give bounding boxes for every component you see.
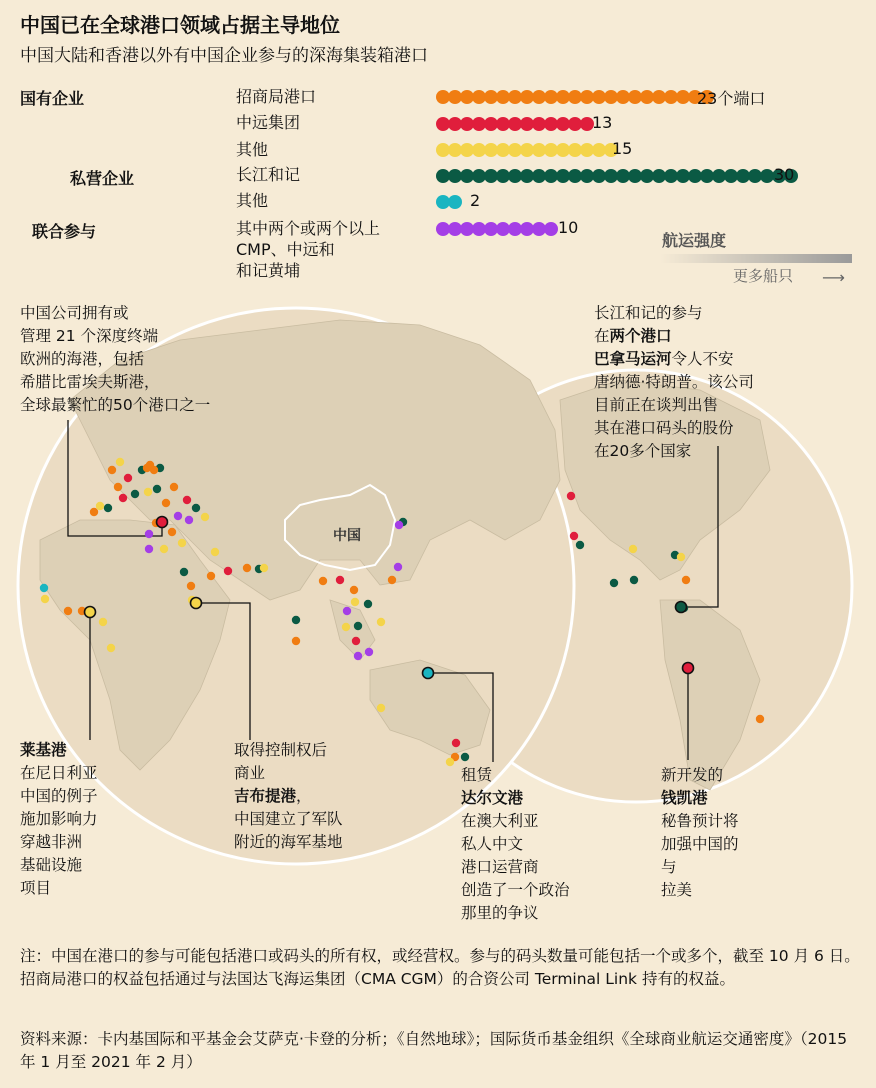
legend-company-private-other: 其他: [236, 191, 269, 210]
port-marker: [395, 521, 403, 529]
port-marker: [342, 623, 350, 631]
port-marker: [107, 644, 115, 652]
port-marker: [119, 494, 127, 502]
category-state-owned: 国有企业: [20, 89, 85, 108]
legend-count-cmport: 23个端口: [697, 89, 766, 108]
annotation-djibouti: 取得控制权后 商业 吉布提港， 中国建立了军队 附近的海军基地: [234, 741, 343, 851]
port-marker: [96, 502, 104, 510]
port-marker: [354, 652, 362, 660]
annotation-lekki: 莱基港 在尼日利亚 中国的例子 施加影响力 穿越非洲 基础设施 项目: [20, 741, 98, 897]
port-marker: [354, 622, 362, 630]
highlighted-port-marker: [157, 517, 168, 528]
port-marker: [292, 637, 300, 645]
port-marker: [336, 576, 344, 584]
port-marker: [576, 541, 584, 549]
highlighted-port-marker: [191, 598, 202, 609]
port-marker: [178, 539, 186, 547]
port-marker: [682, 576, 690, 584]
port-marker: [144, 488, 152, 496]
port-marker: [160, 545, 168, 553]
port-marker: [162, 499, 170, 507]
shipping-intensity-gradient: [660, 254, 852, 263]
port-marker: [64, 607, 72, 615]
annotation-piraeus: 中国公司拥有或 管理 21 个深度终端 欧洲的海港，包括 希腊比雷埃夫斯港， 全球最繁忙的50个港口之一: [20, 304, 211, 414]
port-marker: [677, 553, 685, 561]
highlighted-port-marker: [676, 602, 687, 613]
port-marker: [452, 739, 460, 747]
port-marker: [124, 474, 132, 482]
port-marker: [145, 545, 153, 553]
port-marker: [292, 616, 300, 624]
port-marker: [610, 579, 618, 587]
legend-count-state-other: 15: [612, 139, 633, 158]
port-marker: [388, 576, 396, 584]
legend-dots-joint: [436, 222, 556, 236]
port-marker: [260, 564, 268, 572]
port-marker: [183, 496, 191, 504]
legend-dots-cosco: [436, 117, 592, 131]
port-marker: [461, 753, 469, 761]
legend-count-joint: 10: [558, 218, 579, 237]
port-marker: [377, 704, 385, 712]
port-marker: [446, 758, 454, 766]
port-marker: [394, 563, 402, 571]
legend-dots-private-other: [436, 195, 460, 209]
legend-dot: [544, 222, 558, 236]
annotation-chancay: 新开发的 钱凯港 秘鲁预计将 加强中国的 与 拉美: [661, 766, 739, 899]
source-note: 资料来源：卡内基国际和平基金会艾萨克·卡登的分析；《自然地球》；国际货币基金组织《全球商业航运交通密度》（2015 年 1 月至 2021 年 2 月）: [20, 1030, 848, 1071]
port-marker: [114, 483, 122, 491]
port-marker: [351, 598, 359, 606]
category-joint: 联合参与: [32, 222, 97, 241]
port-marker: [153, 485, 161, 493]
legend-dots-cmport: [436, 90, 712, 104]
annotation-panama: 长江和记的参与 在两个港口 巴拿马运河令人不安 唐纳德·特朗普。该公司 目前正在谈判出售 其在港口码头的股份 在20多个国家: [594, 304, 754, 460]
port-marker: [40, 584, 48, 592]
highlighted-port-marker: [683, 663, 694, 674]
port-marker: [567, 492, 575, 500]
legend-company-ck-hutchison: 长江和记: [236, 165, 301, 184]
legend-count-cosco: 13: [592, 113, 613, 132]
port-marker: [630, 576, 638, 584]
port-marker: [185, 516, 193, 524]
port-marker: [192, 504, 200, 512]
legend-dot: [448, 195, 462, 209]
china-label: 中国: [333, 528, 361, 544]
port-marker: [319, 577, 327, 585]
annotation-darwin: 租赁 达尔文港 在澳大利亚 私人中文 港口运营商 创造了一个政治 那里的争议: [461, 766, 570, 922]
port-marker: [756, 715, 764, 723]
port-marker: [174, 512, 182, 520]
legend-dots-state-other: [436, 143, 616, 157]
category-private: 私营企业: [70, 169, 135, 188]
port-marker: [350, 586, 358, 594]
legend-company-cmport: 招商局港口: [236, 87, 317, 106]
port-marker: [201, 513, 209, 521]
port-marker: [108, 466, 116, 474]
port-marker: [224, 567, 232, 575]
port-marker: [150, 466, 158, 474]
port-marker: [116, 458, 124, 466]
port-marker: [207, 572, 215, 580]
page-subtitle: 中国大陆和香港以外有中国企业参与的深海集装箱港口: [20, 46, 428, 66]
more-ships-label: 更多船只: [733, 267, 794, 285]
page-title: 中国已在全球港口领域占据主导地位: [20, 13, 340, 37]
port-marker: [365, 648, 373, 656]
port-marker: [168, 528, 176, 536]
port-marker: [170, 483, 178, 491]
port-marker: [629, 545, 637, 553]
legend-company-cosco: 中远集团: [236, 113, 301, 132]
arrow-right-icon: ⟶: [822, 268, 845, 287]
port-marker: [187, 582, 195, 590]
port-marker: [104, 504, 112, 512]
legend-count-ck-hutchison: 30: [774, 165, 795, 184]
shipping-intensity-title: 航运强度: [662, 231, 727, 250]
legend-dots-ck-hutchison: [436, 169, 796, 183]
footnote: 注：中国在港口的参与可能包括港口或码头的所有权，或经营权。参与的码头数量可能包括一个或多个，截至 10 月 6 日。招商局港口的权益包括通过与法国达飞海运集团（CMA CGM）的合资公司 Terminal Link 持有的权益。: [20, 947, 860, 988]
port-marker: [211, 548, 219, 556]
port-marker: [243, 564, 251, 572]
port-marker: [570, 532, 578, 540]
highlighted-port-marker: [423, 668, 434, 679]
port-marker: [99, 618, 107, 626]
port-marker: [145, 530, 153, 538]
legend-count-private-other: 2: [470, 191, 481, 210]
port-marker: [352, 637, 360, 645]
port-marker: [131, 490, 139, 498]
port-marker: [90, 508, 98, 516]
legend-company-state-other: 其他: [236, 140, 269, 159]
highlighted-port-marker: [85, 607, 96, 618]
port-marker: [364, 600, 372, 608]
port-marker: [377, 618, 385, 626]
port-marker: [41, 595, 49, 603]
port-marker: [180, 568, 188, 576]
legend-company-joint: 其中两个或两个以上 CMP、中远和 和记黄埔: [236, 219, 381, 280]
port-marker: [343, 607, 351, 615]
